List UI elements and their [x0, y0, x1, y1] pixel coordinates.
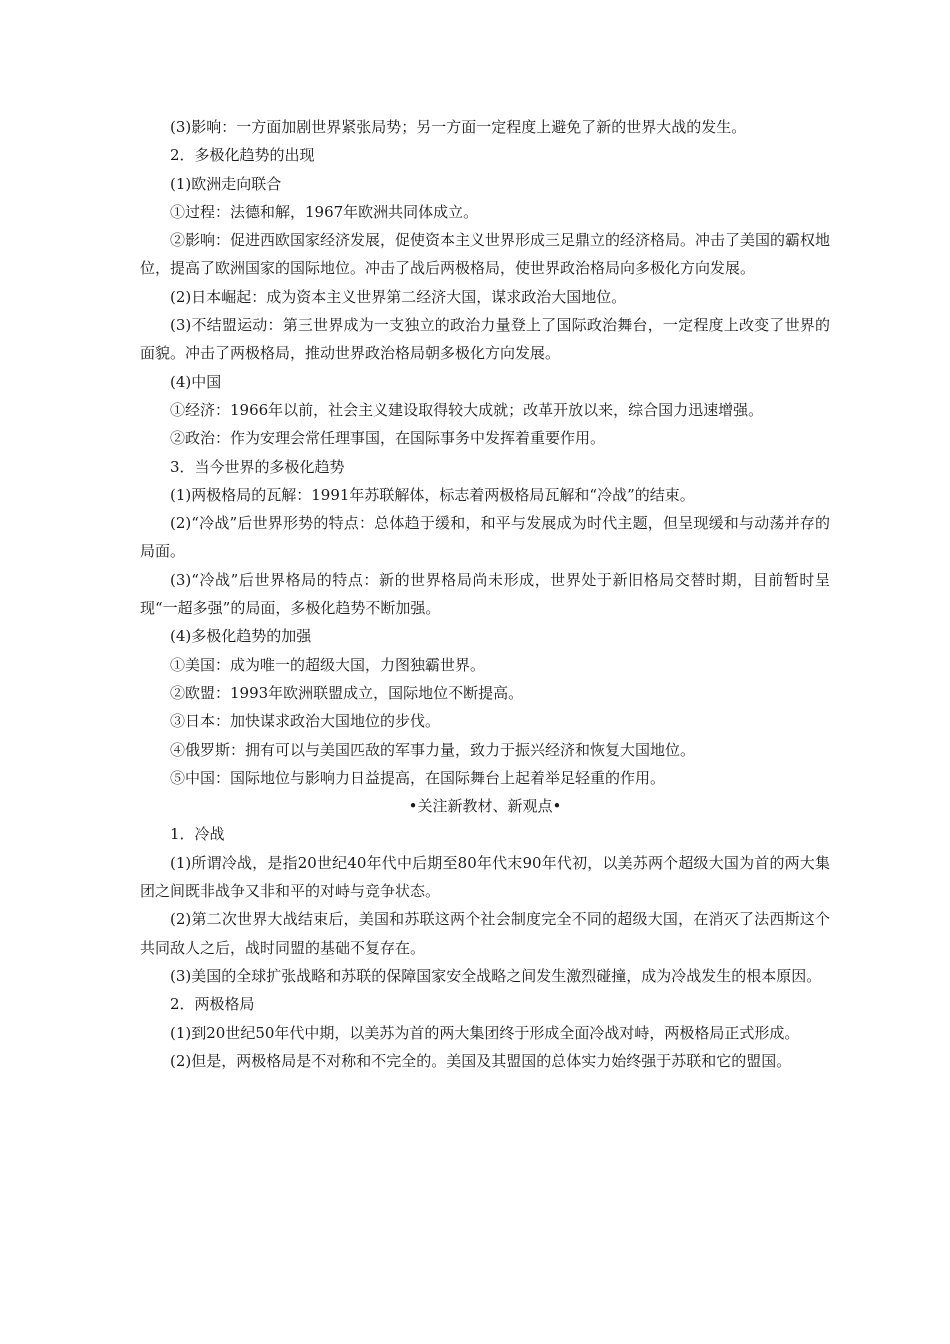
paragraph: ⑤中国：国际地位与影响力日益提高，在国际舞台上起着举足轻重的作用。 — [170, 768, 666, 787]
paragraph: ②政治：作为安理会常任理事国，在国际事务中发挥着重要作用。 — [170, 429, 606, 448]
paragraph: 3．当今世界的多极化趋势 — [170, 457, 345, 476]
paragraph: (3)美国的全球扩张战略和苏联的保障国家安全战略之间发生激烈碰撞，成为冷战发生的根本原因。 — [170, 966, 822, 985]
paragraph: ③日本：加快谋求政治大国地位的步伐。 — [170, 712, 441, 731]
paragraph: (2)第二次世界大战结束后，美国和苏联这两个社会制度完全不同的超级大国，在消灭了法西斯这个共同敌人之后，战时同盟的基础不复存在。 — [140, 910, 830, 957]
paragraph: ①过程：法德和解，1967年欧洲共同体成立。 — [170, 202, 479, 221]
paragraph: 2．多极化趋势的出现 — [170, 146, 315, 165]
paragraph: ②欧盟：1993年欧洲联盟成立，国际地位不断提高。 — [170, 683, 524, 702]
paragraph: ②影响：促进西欧国家经济发展，促使资本主义世界形成三足鼎立的经济格局。冲击了美国的霸权地位，提高了欧洲国家的国际地位。冲击了战后两极格局，使世界政治格局向多极化方向发展。 — [140, 231, 831, 278]
paragraph: (3)不结盟运动：第三世界成为一支独立的政治力量登上了国际政治舞台，一定程度上改变了世界的面貌。冲击了两极格局，推动世界政治格局朝多极化方向发展。 — [140, 316, 830, 363]
paragraph: 1．冷战 — [170, 825, 225, 844]
paragraph: (1)所谓冷战，是指20世纪40年代中后期至80年代末90年代初，以美苏两个超级大国为首的两大集团之间既非战争又非和平的对峙与竞争状态。 — [140, 853, 830, 901]
paragraph: (4)中国 — [170, 372, 222, 391]
paragraph: 2．两极格局 — [170, 995, 255, 1014]
paragraph: ①美国：成为唯一的超级大国，力图独霸世界。 — [170, 655, 486, 674]
paragraph: (3)“冷战”后世界格局的特点：新的世界格局尚未形成，世界处于新旧格局交替时期，目前暂时呈现“一超多强”的局面，多极化趋势不断加强。 — [140, 570, 830, 618]
paragraph: ④俄罗斯：拥有可以与美国匹敌的军事力量，致力于振兴经济和恢复大国地位。 — [170, 740, 696, 759]
paragraph: (2)日本崛起：成为资本主义世界第二经济大国，谋求政治大国地位。 — [170, 287, 627, 306]
paragraph: (1)欧洲走向联合 — [170, 174, 282, 193]
paragraph: (1)到20世纪50年代中期，以美苏为首的两大集团终于形成全面冷战对峙，两极格局正式形成。 — [170, 1023, 800, 1042]
document-page — [140, 113, 830, 1075]
paragraph: (2)“冷战”后世界形势的特点：总体趋于缓和，和平与发展成为时代主题，但呈现缓和与动荡并存的局面。 — [140, 514, 830, 561]
paragraph: ①经济：1966年以前，社会主义建设取得较大成就；改革开放以来，综合国力迅速增强。 — [170, 400, 764, 419]
paragraph: (1)两极格局的瓦解：1991年苏联解体，标志着两极格局瓦解和“冷战”的结束。 — [170, 485, 695, 504]
section-heading: •关注新教材、新观点• — [408, 797, 562, 816]
paragraph: (4)多极化趋势的加强 — [170, 627, 312, 646]
paragraph: (2)但是，两极格局是不对称和不完全的。美国及其盟国的总体实力始终强于苏联和它的盟国。 — [170, 1051, 792, 1070]
paragraph: (3)影响：一方面加剧世界紧张局势；另一方面一定程度上避免了新的世界大战的发生。 — [170, 118, 747, 136]
